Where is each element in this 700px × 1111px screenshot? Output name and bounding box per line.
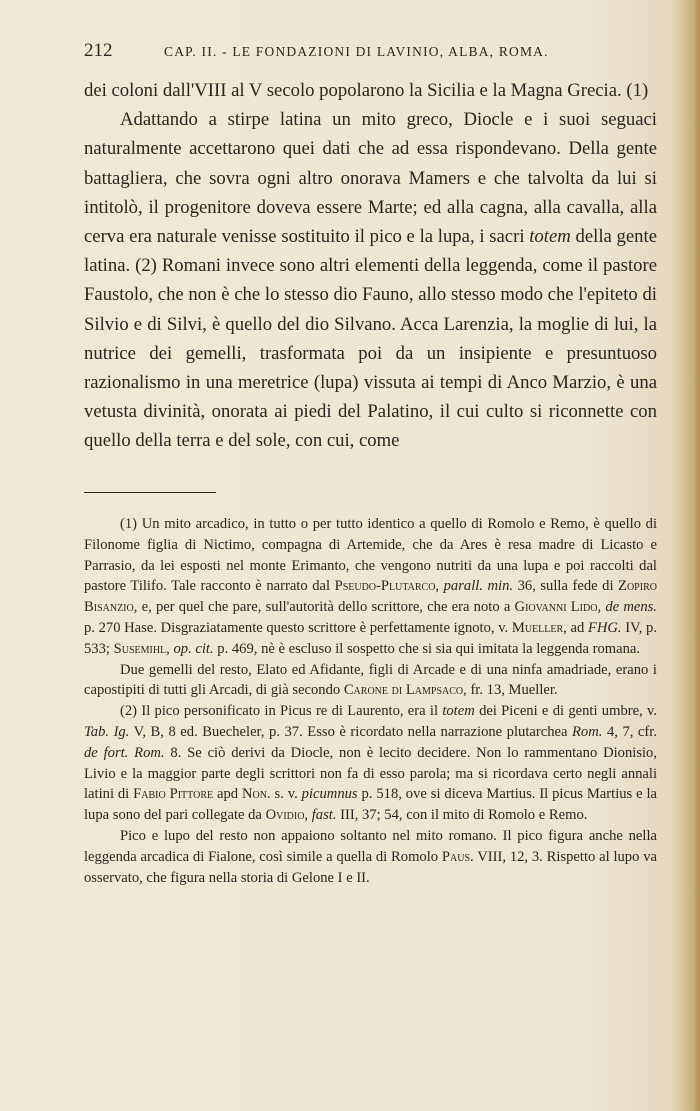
footnote-1: (1) Un mito arcadico, in tutto o per tutto identico a quello di Romolo e Remo, è quello di Filonome figlia di Nictimo, compagna di Artemide, che da Ares è resa madre di Licasto e Parrasio, da lei esposti nel monte Erimanto, che vengono nutriti da una lupa e poi raccolti dal pastore Tilifo. Tale racconto è narrato dal Pseudo-Plutarco, parall. min. 36, sulla fede di Zopiro Bisanzio, e, per quel che pare, sull'autorità dello scrittore, che era noto a Giovanni Lido, de mens. p. 270 Hase. Disgraziatamente questo scrittore è perfettamente ignoto, v. Mueller, ad FHG. IV, p. 533; Susemihl, op. cit. p. 469, nè è escluso il sospetto che si sia qui imitata la leggenda romana. (84, 516, 657, 657)
footnote-marker-2: (2) (120, 703, 138, 720)
footnote-ref-2[interactable]: (2) (135, 255, 157, 277)
paragraph-2: Adattando a stirpe latina un mito greco, Diocle e i suoi seguaci naturalmente accettarono quei dati che ad essa rispondevano. Della gente battagliera, che sovra ogni altro onorava Mamers e che talvolta da lui si intitolò, il progenitore doveva essere Marte; ed alla cagna, alla cavalla, alla cerva era naturale venisse sostituito il pico e la lupa, i sacri totem della gente latina. (2) Romani invece sono altri elementi della leggenda, come il pastore Faustolo, che non è che lo stesso dio Fauno, allo stesso modo che l'epiteto di Silvio e di Silvi, è quello del dio Silvano. Acca Larenzia, la moglie di lui, la nutrice dei gemelli, trasformata poi da un insipiente e presuntuoso razionalismo in una meretrice (lupa) vissuta ai tempi di Anco Marzio, è una vetusta divinità, onorata ai piedi del Palatino, il cui culto si riconnette con quello della terra e del sole, con cui, come (84, 109, 658, 452)
footnote-1-continued: Due gemelli del resto, Elato ed Afidante, figli di Arcade e di una ninfa amadriade, erano i capostipiti di tutti gli Arcadi, di già secondo Carone di Lampsaco, fr. 13, Mueller. (84, 661, 657, 699)
running-title: CAP. II. - LE FONDAZIONI DI LAVINIO, ALBA, ROMA. (164, 44, 549, 59)
paragraph-1: dei coloni dall'VIII al V secolo popolarono la Sicilia e la Magna Grecia. (1) (84, 80, 649, 101)
main-text (84, 76, 657, 456)
footnote-marker-1: (1) (120, 516, 138, 532)
footnote-separator (84, 492, 216, 493)
footnote-2-continued: Pico e lupo del resto non appaiono soltanto nel mito romano. Il pico figura anche nella leggenda arcadica di Fialone, così simile a quella di Romolo Paus. VIII, 12, 3. Rispetto al lupo va osservato, che figura nella storia di Gelone I e II. (84, 827, 657, 886)
page-header (84, 40, 660, 66)
footnote-ref-1[interactable]: (1) (626, 80, 649, 101)
footnote-2: (2) Il pico personificato in Picus re di Laurento, era il totem dei Piceni e di genti umbre, v. Tab. Ig. V, B, 8 ed. Buecheler, p. 37. Esso è ricordato nella narrazione plutarchea Rom. 4, 7, cfr. de fort. Rom. 8. Se ciò derivi da Diocle, non è lecito decidere. Non lo rammentano Dionisio, Livio e la maggior parte degli scrittori non fa di esso parola; ma si ricordava certo negli annali latini di Fabio Pittore apd Non. s. v. picumnus p. 518, ove si diceva Martius. Il picus Martius e la lupa sono del pari collegate da Ovidio, fast. III, 37; 54, con il mito di Romolo e Remo. (84, 703, 658, 824)
footnotes (84, 514, 657, 888)
page-number: 212 (84, 40, 113, 61)
